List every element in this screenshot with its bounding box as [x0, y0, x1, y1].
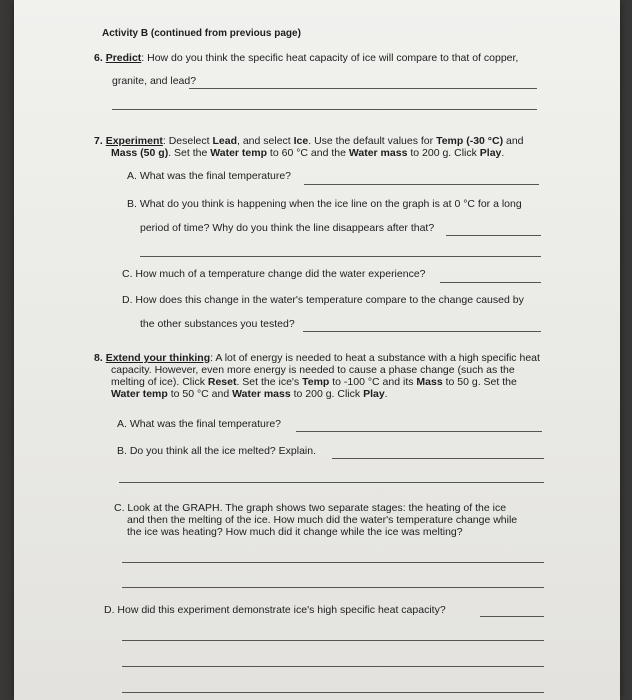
question-8-line-4: [111, 388, 388, 401]
question-8a: A. What was the final temperature?: [117, 418, 281, 430]
answer-line: [112, 109, 537, 110]
question-7-intro-line-1: [94, 135, 524, 148]
question-7-text: , and select: [237, 135, 294, 147]
reset-keyword: Reset: [207, 376, 237, 388]
question-7c: C. How much of a temperature change did the water experience?: [122, 268, 426, 280]
page-header: Activity B (continued from previous page): [102, 28, 301, 39]
answer-line: [304, 184, 539, 185]
question-6-line-1: [94, 52, 518, 65]
question-8-text: : A lot of energy is needed to heat a substance with a high specific heat: [210, 352, 540, 364]
question-8-line-3: [111, 376, 517, 389]
answer-line: [440, 282, 541, 283]
lead-keyword: Lead: [212, 135, 237, 147]
water-mass-keyword: Water mass: [348, 147, 408, 159]
question-7-text: and: [503, 135, 524, 147]
question-8c-line-3: the ice was heating? How much did it change while the ice was melting?: [127, 526, 463, 538]
question-7-text: : Deselect: [162, 135, 213, 147]
answer-line: [189, 88, 537, 89]
question-8-text: melting of ice). Click: [111, 376, 208, 388]
question-8-text: . Set the ice's: [236, 376, 303, 388]
question-8b: B. Do you think all the ice melted? Explain.: [117, 445, 317, 457]
question-8d: D. How did this experiment demonstrate ice's high specific heat capacity?: [104, 604, 446, 616]
temp-keyword: Temp (-30 °C): [436, 135, 504, 147]
answer-line: [446, 235, 541, 236]
mass-keyword: Mass (50 g): [111, 147, 169, 159]
answer-line: [122, 587, 544, 588]
water-temp-keyword: Water temp: [210, 147, 268, 159]
question-7-text: to 60 °C and the: [267, 147, 349, 159]
question-8-text: to 50 °C and: [167, 388, 233, 400]
answer-line: [303, 331, 541, 332]
ice-keyword: Ice: [293, 135, 309, 147]
question-7-text: to 200 g. Click: [407, 147, 480, 159]
question-8-text: .: [384, 388, 388, 400]
temp-keyword: Temp: [302, 376, 330, 388]
question-7d-line-2: the other substances you tested?: [140, 318, 295, 330]
play-keyword: Play: [363, 388, 385, 400]
question-8-line-2: capacity. However, even more energy is needed to cause a phase change (such as the: [111, 364, 515, 376]
answer-line: [122, 640, 544, 641]
answer-line: [122, 666, 544, 667]
question-7d-line-1: D. How does this change in the water's temperature compare to the change caused by: [122, 294, 524, 306]
question-6-label: Predict: [105, 52, 142, 64]
question-6-text: : How do you think the specific heat capacity of ice will compare to that of copper,: [141, 52, 519, 64]
mass-keyword: Mass: [416, 376, 443, 388]
water-temp-keyword: Water temp: [111, 388, 168, 400]
question-7b-line-1: B. What do you think is happening when the ice line on the graph is at 0 °C for a long: [127, 198, 522, 210]
question-7a: A. What was the final temperature?: [127, 170, 291, 182]
question-7-text: .: [501, 147, 505, 159]
worksheet-page: [14, 0, 620, 700]
question-8-number: 8.: [94, 352, 103, 364]
answer-line: [332, 458, 544, 459]
question-8c-line-2: and then the melting of the ice. How much did the water's temperature change while: [127, 514, 518, 526]
answer-line: [296, 431, 542, 432]
question-8-text: to 50 g. Set the: [442, 376, 517, 388]
answer-line: [119, 482, 544, 483]
question-7-intro-line-2: [111, 147, 504, 160]
question-7-text: . Use the default values for: [308, 135, 437, 147]
answer-line: [480, 616, 544, 617]
question-8-label: Extend your thinking: [105, 352, 211, 364]
question-6-number: 6.: [94, 52, 103, 64]
answer-line: [122, 562, 544, 563]
question-8c-line-1: C. Look at the GRAPH. The graph shows two separate stages: the heating of the ice: [114, 502, 507, 514]
answer-line: [122, 692, 544, 693]
question-6-line-2: granite, and lead?: [112, 75, 197, 87]
play-keyword: Play: [479, 147, 502, 159]
question-8-line-1: [94, 352, 540, 365]
question-7-label: Experiment: [105, 135, 163, 147]
question-7-number: 7.: [94, 135, 103, 147]
question-7b-line-2: period of time? Why do you think the line disappears after that?: [140, 222, 435, 234]
question-7-text: . Set the: [168, 147, 211, 159]
question-8-text: to -100 °C and its: [329, 376, 417, 388]
question-8-text: to 200 g. Click: [290, 388, 364, 400]
water-mass-keyword: Water mass: [232, 388, 291, 400]
answer-line: [140, 256, 541, 257]
